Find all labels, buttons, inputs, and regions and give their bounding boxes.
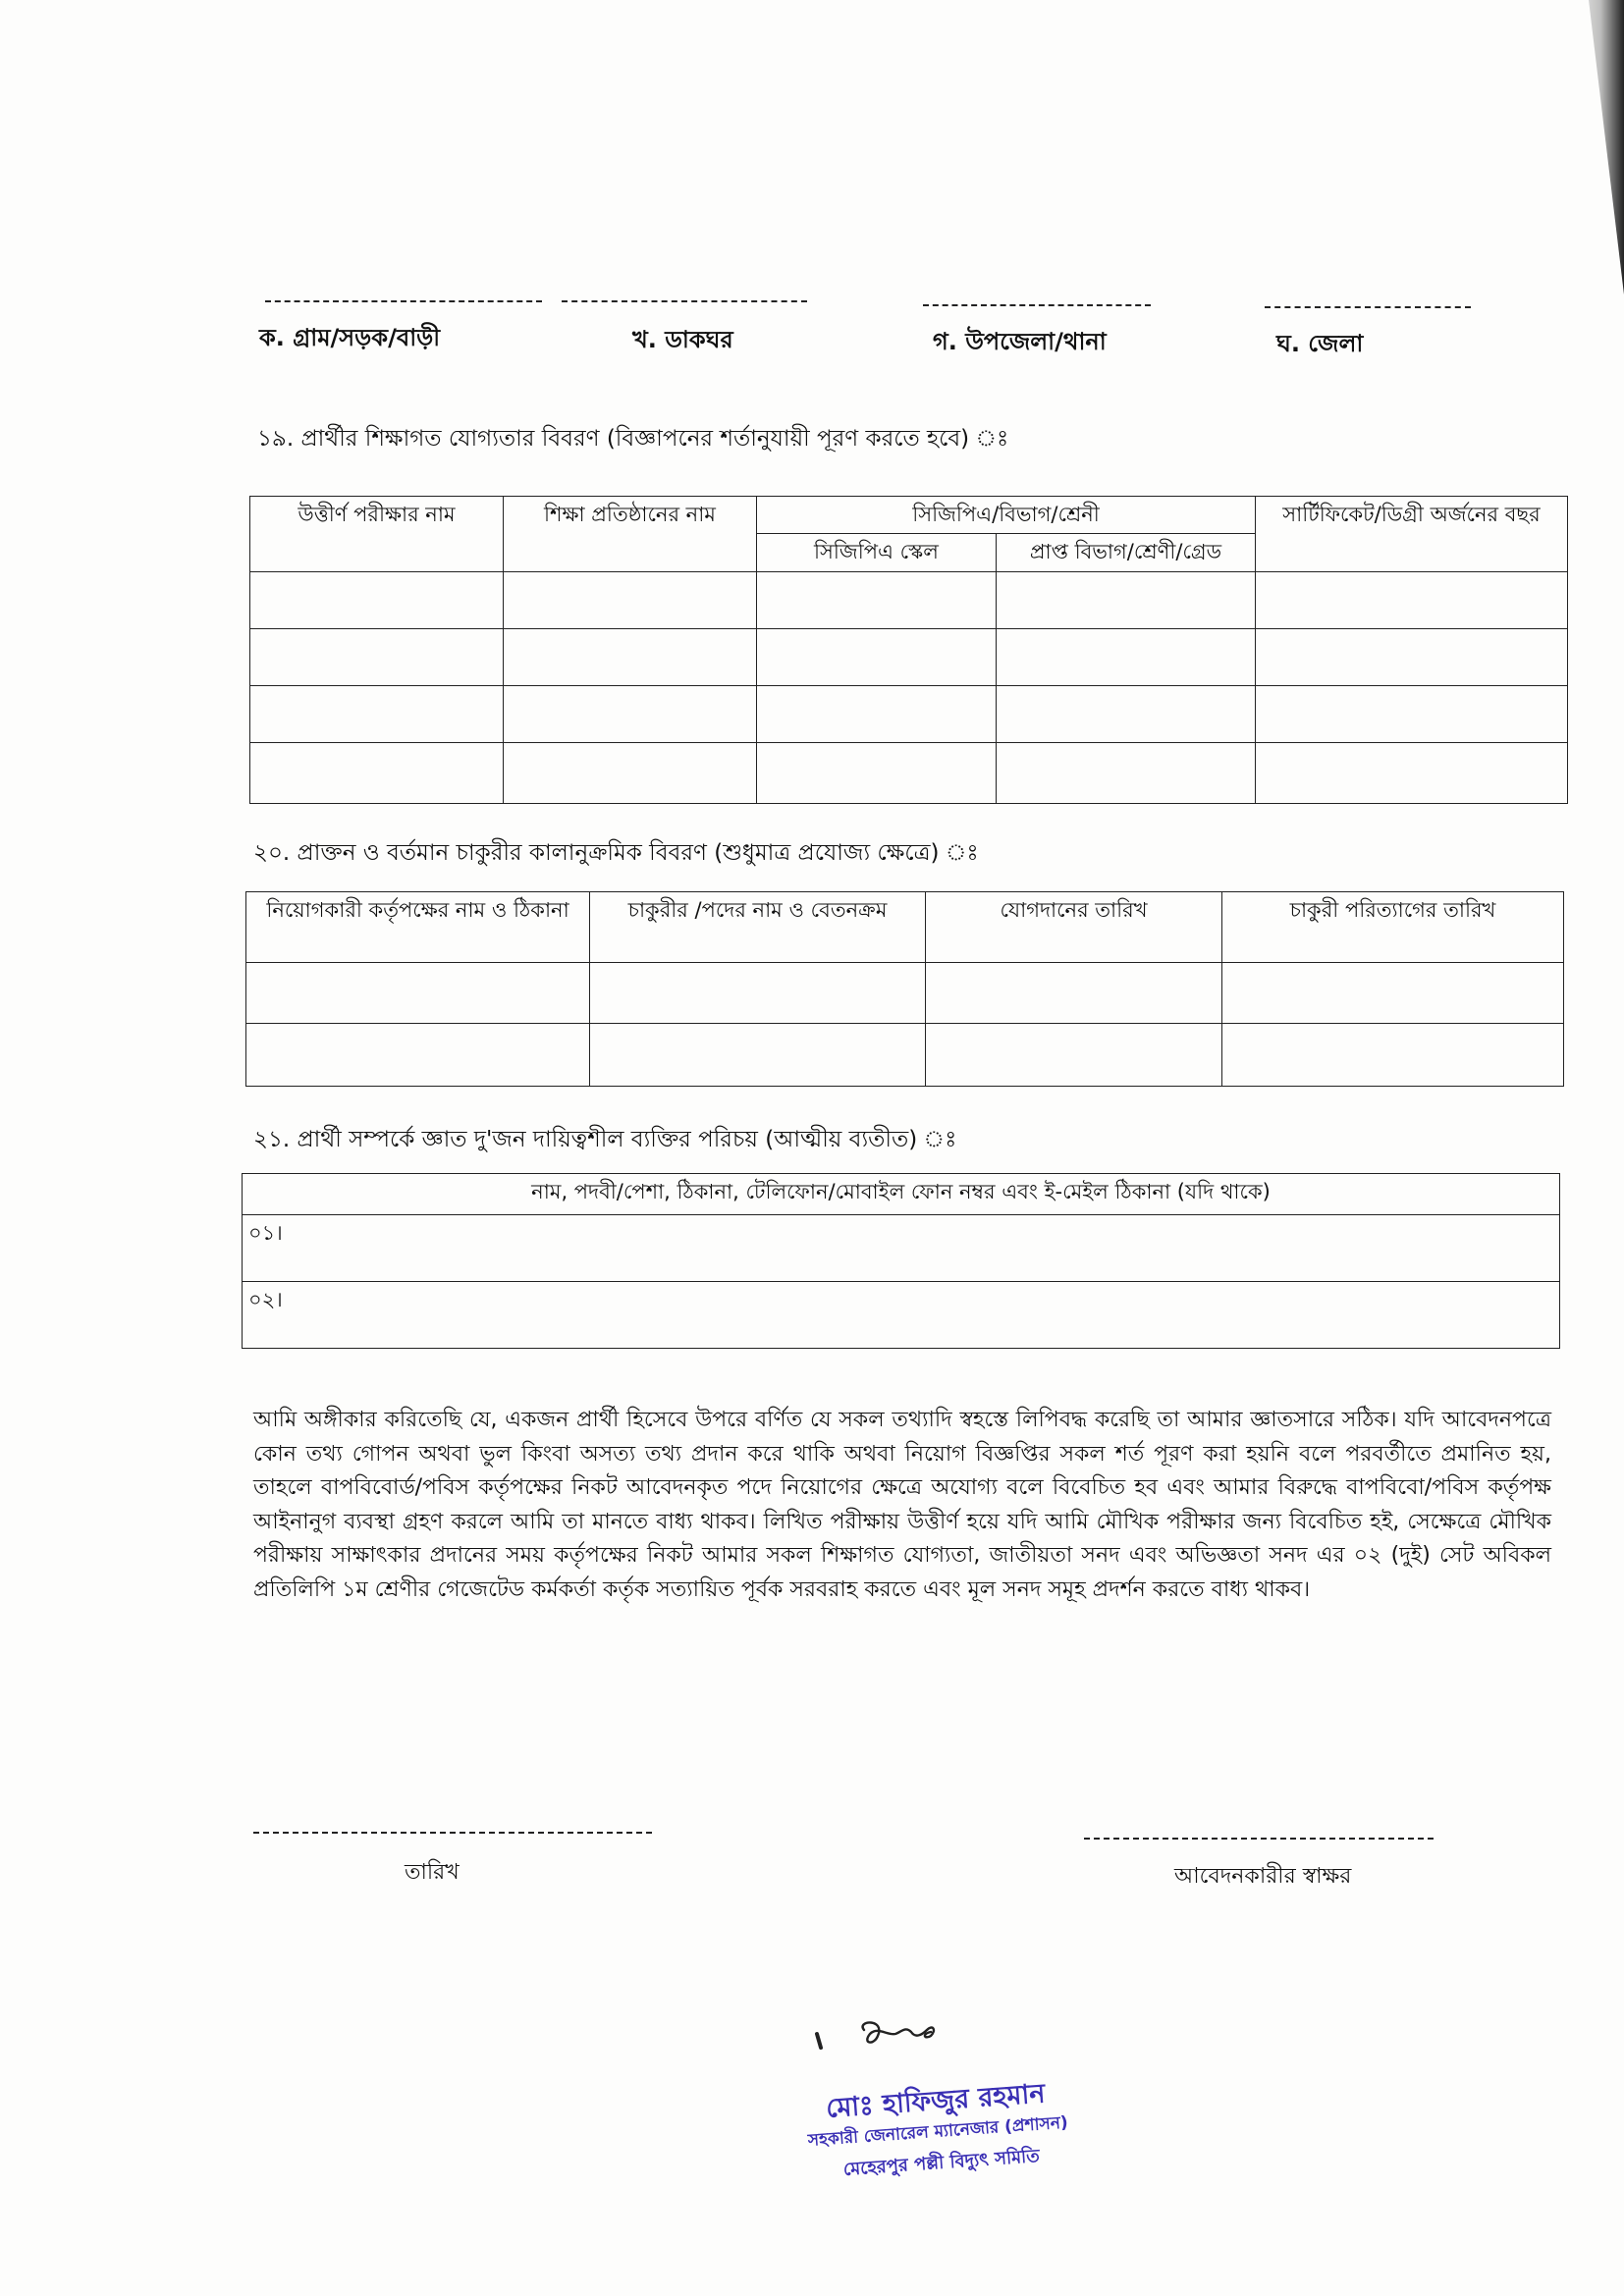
- scan-shadow: [1565, 0, 1624, 294]
- reference-row-2[interactable]: ০২।: [243, 1282, 1560, 1349]
- table-row: [246, 1024, 1564, 1087]
- blank-cell[interactable]: [997, 742, 1256, 803]
- blank-cell[interactable]: [504, 628, 757, 685]
- table-row: [243, 1215, 1560, 1282]
- blank-cell[interactable]: [997, 571, 1256, 628]
- upazila-line: [923, 304, 1151, 306]
- references-header: নাম, পদবী/পেশা, ঠিকানা, টেলিফোন/মোবাইল ফোন নম্বর এবং ই-মেইল ঠিকানা (যদি থাকে): [243, 1174, 1560, 1215]
- post-office-line: [562, 300, 807, 302]
- employment-col-join: যোগদানের তারিখ: [926, 892, 1222, 963]
- blank-cell[interactable]: [246, 1024, 590, 1087]
- blank-cell[interactable]: [250, 685, 504, 742]
- blank-cell[interactable]: [504, 571, 757, 628]
- reference-row-1[interactable]: ০১।: [243, 1215, 1560, 1282]
- blank-cell[interactable]: [1256, 685, 1568, 742]
- blank-cell[interactable]: [1256, 742, 1568, 803]
- blank-cell[interactable]: [1256, 571, 1568, 628]
- blank-cell[interactable]: [250, 628, 504, 685]
- blank-cell[interactable]: [504, 685, 757, 742]
- blank-cell[interactable]: [997, 628, 1256, 685]
- blank-cell[interactable]: [246, 963, 590, 1024]
- education-col-cgpa-group: সিজিপিএ/বিভাগ/শ্রেনী: [757, 497, 1256, 534]
- blank-cell[interactable]: [250, 742, 504, 803]
- education-table: [249, 496, 1568, 804]
- blank-cell[interactable]: [757, 628, 997, 685]
- district-line: [1265, 306, 1471, 308]
- employment-col-leave: চাকুরী পরিত্যাগের তারিখ: [1222, 892, 1564, 963]
- blank-cell[interactable]: [757, 571, 997, 628]
- table-row: [250, 571, 1568, 628]
- stamp-office: মেহেরপুর পল্লী বিদ্যুৎ সমিতি: [842, 2146, 1041, 2180]
- village-line: [265, 300, 542, 302]
- education-col-year: সার্টিফিকেট/ডিগ্রী অর্জনের বছর: [1256, 497, 1568, 572]
- blank-cell[interactable]: [1222, 1024, 1564, 1087]
- blank-cell[interactable]: [926, 1024, 1222, 1087]
- stamp-designation: সহকারী জেনারেল ম্যানেজার (প্রশাসন): [807, 2112, 1069, 2151]
- blank-cell[interactable]: [1222, 963, 1564, 1024]
- education-col-division: প্রাপ্ত বিভাগ/শ্রেণী/গ্রেড: [997, 534, 1256, 571]
- references-table: [242, 1173, 1560, 1349]
- post-office-label: খ. ডাকঘর: [632, 326, 733, 353]
- village-label: ক. গ্রাম/সড়ক/বাড়ী: [259, 324, 441, 351]
- applicant-signature-line: [1084, 1838, 1434, 1840]
- applicant-signature-label: আবেদনকারীর স্বাক্ষর: [1174, 1864, 1352, 1889]
- blank-cell[interactable]: [250, 571, 504, 628]
- education-col-cgpa-scale: সিজিপিএ স্কেল: [757, 534, 997, 571]
- date-line: [253, 1832, 652, 1834]
- table-row: [243, 1282, 1560, 1349]
- education-col-exam: উত্তীর্ণ পরীক্ষার নাম: [250, 497, 504, 572]
- table-row: [250, 742, 1568, 803]
- handwritten-signature: [805, 2008, 962, 2067]
- blank-cell[interactable]: [504, 742, 757, 803]
- blank-cell[interactable]: [757, 742, 997, 803]
- references-section-title: ২১. প্রার্থী সম্পর্কে জ্ঞাত দু'জন দায়িত্বশীল ব্যক্তির পরিচয় (আত্মীয় ব্যতীত) ঃ: [253, 1127, 957, 1152]
- district-label: ঘ. জেলা: [1276, 330, 1364, 357]
- education-section-title: ১৯. প্রার্থীর শিক্ষাগত যোগ্যতার বিবরণ (বিজ্ঞাপনের শর্তানুযায়ী পূরণ করতে হবে) ঃ: [257, 426, 1009, 452]
- table-row: [250, 628, 1568, 685]
- employment-section-title: ২০. প্রাক্তন ও বর্তমান চাকুরীর কালানুক্রমিক বিবরণ (শুধুমাত্র প্রযোজ্য ক্ষেত্রে) ঃ: [253, 840, 979, 866]
- blank-cell[interactable]: [757, 685, 997, 742]
- date-label: তারিখ: [405, 1860, 460, 1885]
- table-row: [246, 963, 1564, 1024]
- blank-cell[interactable]: [590, 1024, 926, 1087]
- blank-cell[interactable]: [590, 963, 926, 1024]
- employment-table: [245, 891, 1564, 1087]
- blank-cell[interactable]: [1256, 628, 1568, 685]
- blank-cell[interactable]: [997, 685, 1256, 742]
- stamp-name: মোঃ হাফিজুর রহমান: [825, 2078, 1047, 2124]
- upazila-label: গ. উপজেলা/থানা: [933, 328, 1107, 355]
- table-row: [250, 685, 1568, 742]
- education-col-institution: শিক্ষা প্রতিষ্ঠানের নাম: [504, 497, 757, 572]
- employment-col-post: চাকুরীর /পদের নাম ও বেতনক্রম: [590, 892, 926, 963]
- blank-cell[interactable]: [926, 963, 1222, 1024]
- employment-col-employer: নিয়োগকারী কর্তৃপক্ষের নাম ও ঠিকানা: [246, 892, 590, 963]
- declaration-paragraph: আমি অঙ্গীকার করিতেছি যে, একজন প্রার্থী হিসেবে উপরে বর্ণিত যে সকল তথ্যাদি স্বহস্তে লিপিবদ্ধ করেছি তা আমার জ্ঞাতসারে সঠিক। যদি আবেদনপত্রে কোন তথ্য গোপন অথবা ভুল কিংবা অসত্য তথ্য প্রদান করে থাকি অথবা নিয়োগ বিজ্ঞপ্তির সকল শর্ত পূরণ করা হয়নি বলে পরবর্তীতে প্রমানিত হয়, তাহলে বাপবিবোর্ড/পবিস কর্তৃপক্ষের নিকট আবেদনকৃত পদে নিয়োগের ক্ষেত্রে অযোগ্য বলে বিবেচিত হব এবং আমার বিরুদ্ধে বাপবিবো/পবিস কর্তৃপক্ষ আইনানুগ ব্যবস্থা গ্রহণ করলে আমি তা মানতে বাধ্য থাকব। লিখিত পরীক্ষায় উত্তীর্ণ হয়ে যদি আমি মৌখিক পরীক্ষার জন্য বিবেচিত হই, সেক্ষেত্রে মৌখিক পরীক্ষায় সাক্ষাৎকার প্রদানের সময় কর্তৃপক্ষের নিকট আমার সকল শিক্ষাগত যোগ্যতা, জাতীয়তা সনদ এবং অভিজ্ঞতা সনদ এর ০২ (দুই) সেট অবিকল প্রতিলিপি ১ম শ্রেণীর গেজেটেড কর্মকর্তা কর্তৃক সত্যায়িত পূর্বক সরবরাহ করতে এবং মূল সনদ সমূহ প্রদর্শন করতে বাধ্য থাকব।: [253, 1408, 1551, 1602]
